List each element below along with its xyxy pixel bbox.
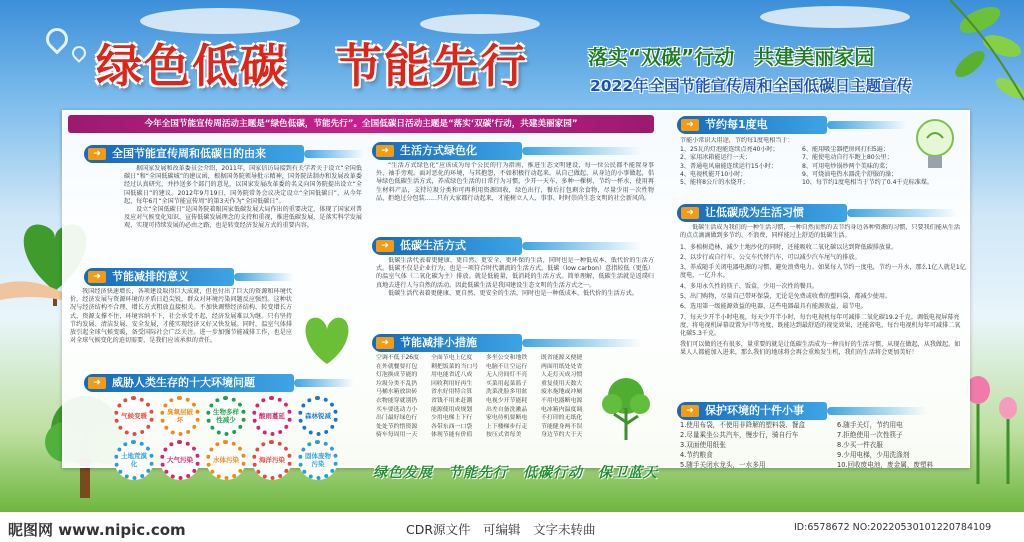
habit-item: 7、每天少开半小时电视，每天少开半小时，每台电视机每年可减排二氧化碳19.2千克。调低电视屏幕亮度，将电视机屏幕设置为中等亮度，既能达到最舒适的视觉效果，还能省电，每台电视机每年可减排二氧化碳5.3千克。 [680, 313, 961, 338]
protect-item: 8.少买一件衣服 [837, 441, 883, 449]
save-power-item: 5、能将8公斤的水烧开； [680, 179, 749, 187]
habit-text [680, 224, 966, 396]
header-tail [294, 379, 354, 387]
tip-cell: 电冰箱内温度调 [541, 406, 583, 413]
tip-cell: 马桶水箱放块砖 [376, 389, 418, 396]
save-power-item: 10、每节约1度电相当于节约了0.4千克标准煤。 [802, 179, 934, 187]
tip-cell: 电视少开节能耗 [486, 397, 528, 404]
save-power-intro: 节能小常识大用途，节约每1度电相当于： [680, 137, 794, 144]
section-title: 节能减排小措施 [400, 336, 477, 349]
tip-cell: 灯泡换成节能的 [376, 372, 418, 379]
tip-cell: 回收利用好再生 [431, 380, 473, 387]
section-title: 节能减排的意义 [112, 270, 189, 283]
tip-cell: 废水拖地或冲厕 [541, 389, 583, 396]
protect-item: 2.尽量乘坐公共汽车，慢步行，骑自行车 [680, 431, 799, 439]
tip-cell: 处处节约惜资源 [376, 423, 418, 430]
habit-item: 2、以步行或自行车、公交车代替汽车，可以减少汽车尾气的排放。 [680, 253, 861, 261]
environment-problem-badge: 大气污染 [160, 440, 200, 480]
section-header-protect [677, 402, 827, 420]
section-header-threats [84, 374, 294, 392]
save-power-list-right [802, 146, 968, 196]
tip-cell: 上下楼梯步行走 [486, 423, 528, 430]
tip-cell: 重复使用天数大 [541, 380, 583, 387]
arrow-icon: ➜ [681, 119, 699, 131]
paragraph: “生活方式绿色化”应该成为每个公民的行为指南，推进生态文明建设，每一位公民都不能置身事外、袖手旁观。面对恶化的环境，与其抱怨，不如积极行动起来，从自己做起、从身边的小事做起，倡导绿色低碳生活方式，养成绿色生活的日常行为习惯，少开一天车，多种一棵树，节约一杯水，使用再生材料产品，支持垃圾分类和可再利用资源回收，绿色出行，餐后打包剩余食物，尽量少用一次性物品，拒绝过分包装……只有大家都行动起来，才能树立人人、事事、时时崇尚生态文明的社会新风尚。 [376, 162, 654, 202]
protect-item: 3.双面使用纸张 [680, 441, 726, 449]
tip-cell: 剩把饭菜的当口号 [431, 363, 479, 370]
section-header-tips [372, 334, 522, 352]
tree-hands-illustration [596, 374, 656, 444]
arrow-icon: ➜ [88, 377, 106, 389]
section-title: 全国节能宣传周和低碳日的由来 [112, 147, 266, 160]
section-header-low-carbon [372, 237, 522, 255]
slogan: 落实“双碳”行动 共建美丽家园 [588, 45, 875, 69]
save-power-item: 2、家用冰箱能运行一天； [680, 154, 751, 162]
subtitle: 2022年全国节能宣传周和全国低碳日主题宣传 [590, 77, 913, 95]
tip-cell: 无人房间灯不亮 [486, 372, 528, 379]
cloud [760, 6, 910, 28]
heart-icon [69, 43, 89, 63]
tip-cell: 既省能源又便捷 [541, 355, 583, 361]
protect-list-right [837, 420, 969, 470]
habit-item: 我们可以做的还有很多，量重要的就是让低碳生活成为一种良好的生活习惯，从现在做起，从我做起。如果人人都能加入进来，那么我们的地球将会再会重焕发生机，我们的生活将会更加美好！ [680, 340, 961, 356]
paragraph: 低碳生活代表着更健康、更自然、更安全的生活，同时也是一种低成本、低代价的生活方式。 [388, 289, 638, 297]
tip-cell: 垃圾分类不乱扔 [376, 380, 418, 387]
habit-intro: 低碳生活成为我们的一种生活习惯，一种自然而然的去节约身边各种资源的习惯，只要我们能从生活的点点滴滴做到多节约、不浪费，同样能过上舒适的低碳生活。 [680, 224, 961, 240]
arrow-icon: ➜ [681, 207, 699, 219]
arrow-icon: ➜ [376, 240, 394, 252]
section-header-habit [677, 204, 847, 222]
tip-cell: 出门最好绿色行 [376, 415, 418, 422]
tip-cell: 衣物能穿就别扔 [376, 397, 418, 404]
habit-item: 5、出门购物，尽量自己带环保袋，无论是免费或收费的塑料袋，都减少使用。 [680, 293, 892, 301]
section-title: 让低碳成为生活习惯 [705, 206, 804, 219]
header-tail [304, 150, 364, 158]
tip-cell: 买菜用起菜篮子 [486, 380, 528, 387]
tip-cell: 省水好用特合算 [431, 389, 473, 396]
environment-problem-badge: 水体污染 [206, 440, 246, 480]
section-title: 威胁人类生存的十大环境问题 [112, 376, 255, 389]
tip-cell: 家电待机要断电 [486, 415, 528, 422]
paragraph: 设立“全国低碳日”是国务院着眼国家低碳发展大局作出的重要决定，体现了国家对普及应对气候变化知识、宣传低碳发展理念的支持和重视，推进低碳发展，是落实科学发展观、实现可持续发展的必由之路，也是转变经济发展方式的重要内容。 [124, 206, 362, 230]
header-tail [847, 209, 957, 217]
low-carbon-text [376, 257, 654, 333]
section-header-save-power [677, 116, 827, 134]
paragraph: 低碳生活代表着更健康、更自然、更安全、更环保的生活，同时也是一种低成本、低代价的生活方式。低碳不仅是企业行为，也是一项符合时代潮流的生活方式。低碳（low carbon）意指较低（更低）的温室气体（二氧化碳为主）排放。就是低能量，低消耗的生活方式。简单理解，低碳生活就是返璞归真地去进行人与自然的活动。因此低碳生活是我国建设生态文明的生活方式之一。 [376, 257, 654, 289]
save-power-item: 7、能使电动自行车跑上80公里； [802, 154, 893, 162]
origin-text [124, 165, 362, 264]
section-header-green-life [372, 142, 522, 160]
tip-cell: 省钱不用来赶潮 [431, 397, 473, 404]
arrow-icon: ➜ [376, 337, 394, 349]
protect-item: 9.少用电梯，少用洗涤剂 [837, 451, 910, 459]
tip-cell: 出差自备洗漱品 [486, 406, 528, 413]
tip-cell: 人走灯灭成习惯 [541, 372, 583, 379]
tip-cell: 不用电器断电源 [541, 397, 583, 404]
section-title: 保护环境的十件小事 [705, 404, 804, 417]
header-tail [522, 147, 642, 155]
save-power-item: 9、可烧油电热水器洗个舒服的澡； [802, 170, 898, 178]
tip-cell: 用电能省近八成 [431, 372, 473, 379]
protect-item: 10.回收废电池，废金属，废塑料 [837, 461, 934, 469]
heart-icon [41, 23, 72, 54]
tip-cell: 洗菜洗脸多用盆 [486, 389, 528, 396]
significance-text [70, 288, 292, 370]
tip-cell: 少用电梯上下行 [431, 415, 473, 422]
habit-item: 4、多用永久性的筷子、饭盒，少用一次性的餐具。 [680, 282, 818, 290]
footer-bar [0, 512, 1024, 542]
environment-problem-badge: 酸雨蔓延 [252, 396, 292, 436]
arrow-icon: ➜ [681, 405, 699, 417]
save-power-item: 8、可用电炒锅炒两个美味的菜； [802, 162, 892, 170]
environment-problem-badge: 气候变暖 [114, 396, 154, 436]
content-panel [62, 110, 970, 468]
protect-item: 7.拒绝使用一次性筷子 [837, 431, 903, 439]
header-tail [522, 339, 642, 347]
save-power-item: 6、能用吸尘器把房间打扫5遍； [802, 146, 889, 153]
green-slogan: 绿色发展 节能先行 低碳行动 保卫蓝天 [373, 465, 658, 481]
header-tail [234, 273, 294, 281]
header-tail [522, 242, 642, 250]
poster-title: 绿色低碳 节能先行 [96, 39, 528, 93]
environment-problem-badge: 土地荒漠化 [114, 440, 154, 480]
tips-grid [376, 354, 594, 440]
protect-item: 1.使用布袋，不使用非降解的塑料袋、餐盒 [680, 421, 805, 429]
theme-banner: 今年全国节能宣传周活动主题是“绿色低碳，节能先行”。全国低碳日活动主题是“落实‘双碳’行动，共建美丽家园” [68, 115, 654, 133]
environment-problem-badge: 臭氧层破坏 [160, 396, 200, 436]
habit-item: 6、选用第一级能源效益的电器，这些电器最具有能源效益，最节电。 [680, 303, 867, 311]
section-header-significance [84, 268, 234, 286]
header-tail [827, 407, 927, 415]
tip-cell: 节能健身两不误 [541, 423, 583, 430]
save-power-list-left [680, 146, 812, 196]
arrow-icon: ➜ [376, 145, 394, 157]
tip-cell: 骑车每周用一天 [376, 432, 418, 439]
tip-cell: 两面用纸处处省 [541, 363, 583, 370]
protect-item: 5.随手关闭水龙头，一水多用 [680, 461, 766, 469]
file-info: CDR源文件 可编辑 文字未转曲 [406, 522, 596, 537]
protect-item: 6.随手关灯，节约用电 [837, 421, 903, 429]
leaves-decoration [930, 0, 1024, 110]
section-header-origin [84, 145, 304, 163]
tip-cell: 按压式省每美 [486, 432, 522, 439]
environment-problem-badge: 固体废物污染 [298, 440, 338, 480]
arrow-icon: ➜ [88, 271, 106, 283]
environment-problem-badge: 生物多样性减少 [206, 396, 246, 436]
environment-problem-badge: 海洋污染 [252, 440, 292, 480]
site-logo: 昵图网 www.nipic.com [8, 521, 186, 539]
environment-problem-badge: 森林锐减 [298, 396, 338, 436]
habit-item: 3、养成随手关闭电器电源的习惯，避免浪费电力。如果每人节约一度电，节约一升水，那么1亿人就是1亿度电，一亿升水。 [680, 264, 966, 280]
save-power-item: 1、25瓦的灯泡能连续点亮40小时； [680, 146, 779, 153]
protect-item: 4.节约粮食 [680, 451, 713, 459]
tip-cell: 电脑不让空运行 [486, 363, 528, 370]
tip-cell: 全面节电上亿度 [431, 355, 473, 361]
section-title: 生活方式绿色化 [400, 144, 477, 157]
section-title: 节约每1度电 [705, 118, 768, 131]
image-id: ID:6578672 NO:20220530101220784109 [794, 522, 992, 533]
paragraph: 我国经济快速增长，各项建设取得巨大成就，但也付出了巨大的资源和环境代价，经济发展与资源环境的矛盾日趋尖锐，群众对环境污染问题反应强烈。这种状况与经济结构不合理、增长方式粗放直接相关。不加快调整经济结构、转变增长方式，资源支撑不住，环境容纳不下，社会承受不起，经济发展难以为继。只有坚持节约发展、清洁发展、安全发展，才能实现经济又好又快发展。同时，温室气体排放引起全球气候变暖，备受国际社会广泛关注。进一步加强节能减排工作，也是应对全球气候变化的迫切需要，是我们应该承担的责任。 [70, 288, 292, 345]
paragraph: 据国家发展和改革委员会介绍，2011年，国家信访局接到有关学者关于设立“全国低碳日”和“全国低碳城”的建议函，根据国务院领导批示精神，国务院法制办和发展改革委经过认真研究，并抄送多个部门的意见，以国家发展改革委的名义向国务院提出设立“全国低碳日”的建议。2012年9月19日，国务院常务会议决定设立“全国低碳日”，从今年起，每年6月“全国节能宣传周”的第3天作为“全国低碳日”。 [124, 165, 362, 205]
tip-cell: 在外就餐要打包 [376, 363, 418, 370]
protect-list-left [680, 420, 840, 470]
tip-cell: 多坐公交和地铁 [486, 355, 528, 361]
tip-cell: 身边节约大于天 [541, 432, 583, 439]
save-power-item: 4、电视机能开10小时； [680, 170, 747, 178]
tip-cell: 能源使用成规划 [431, 406, 473, 413]
heart-shrub-illustration [296, 310, 358, 366]
tip-cell: 体现节能有价值 [431, 432, 473, 439]
habit-item: 1、多植树造林，减少土地沙化的同时，还能吸收二氧化碳以达到降低碳排放量。 [680, 243, 898, 251]
green-life-text [376, 162, 654, 236]
tip-cell: 各带东西一口袋 [431, 423, 473, 430]
arrow-icon: ➜ [88, 148, 106, 160]
tip-cell: 空调不低于26度 [376, 355, 419, 361]
tip-cell: 不打印的无纸化 [541, 415, 583, 422]
header-tail [827, 121, 907, 129]
save-power-item: 3、普通电风扇能连续运行15小时； [680, 162, 777, 170]
tip-cell: 买车要选动力小 [376, 406, 418, 413]
section-title: 低碳生活方式 [400, 239, 466, 252]
